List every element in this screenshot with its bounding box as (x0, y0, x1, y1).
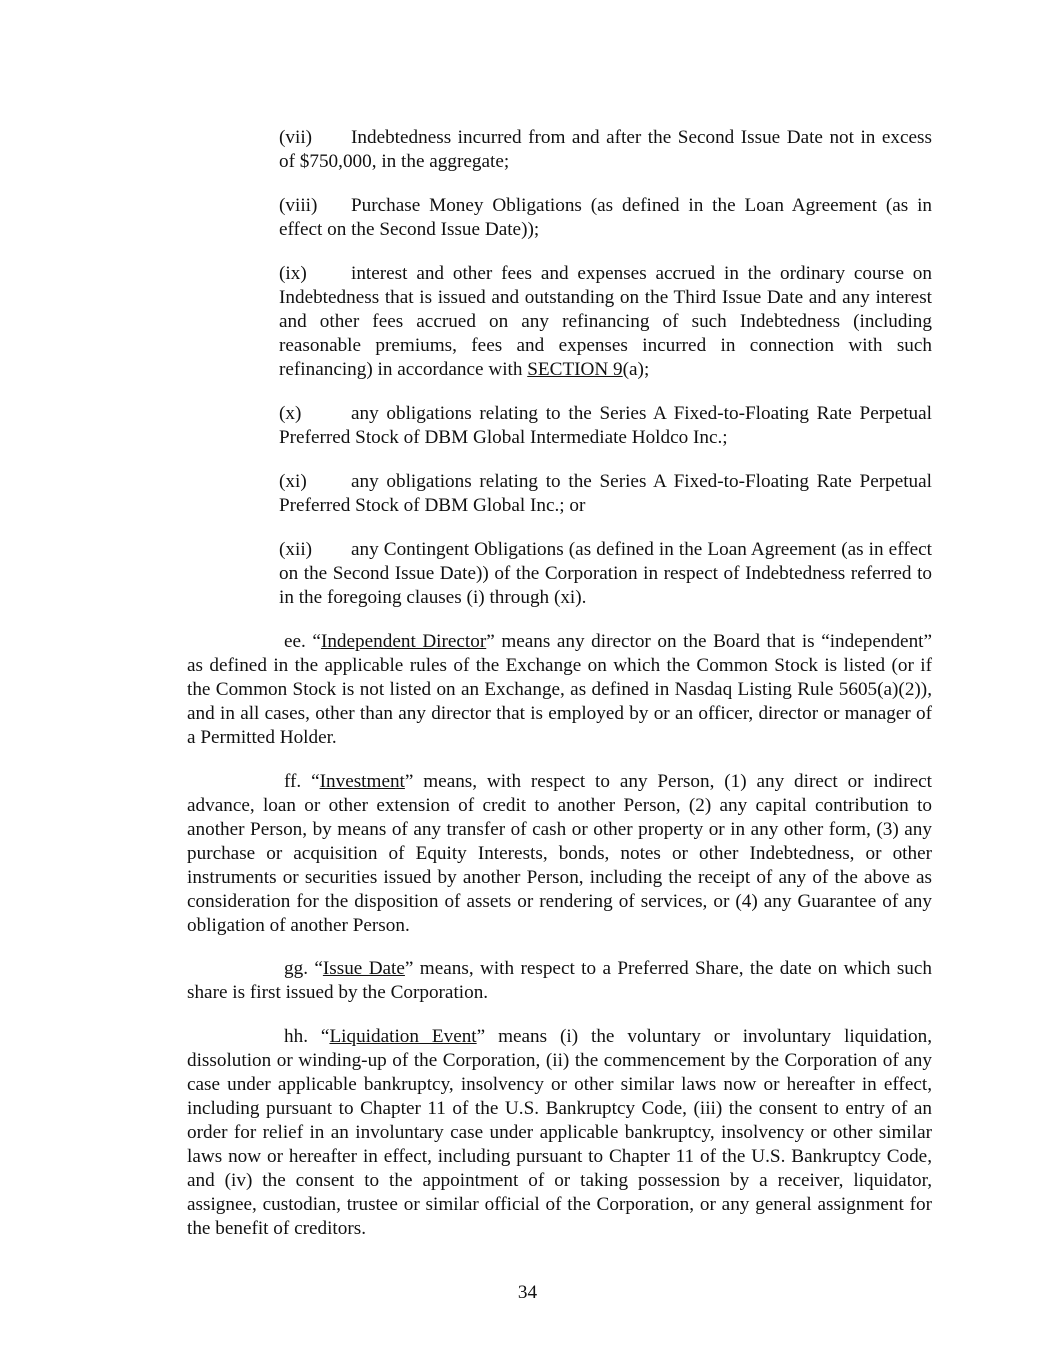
clause-text: any Contingent Obligations (as defined in the Loan Agreement (as in effect on the Second Issue Date)) of the Corporation in respect of Indebtedness referred to in the foregoing clauses (i) through (xi). (279, 539, 932, 608)
clause-xii (279, 538, 932, 610)
clause-xi (279, 470, 932, 518)
defined-term: Investment (319, 771, 405, 792)
definition-label: hh. (284, 1026, 308, 1047)
clause-label: (xii) (279, 539, 313, 560)
definition-text: ” means, with respect to a Preferred Share, the date on which such share is first issued by the Corporation. (187, 958, 933, 1003)
open-quote: “ (312, 631, 321, 652)
defined-term: Independent Director (320, 631, 487, 652)
clause-text: Indebtedness incurred from and after the Second Issue Date not in excess of $750,000, in the aggregate; (279, 127, 932, 172)
open-quote: “ (314, 958, 323, 979)
clause-vii (279, 126, 932, 174)
definition-ee (187, 630, 932, 750)
clause-viii (279, 194, 932, 242)
defined-term: Issue Date (322, 958, 405, 979)
defined-term: Liquidation Event (329, 1026, 477, 1047)
section-reference: SECTION 9 (527, 359, 623, 380)
clause-text: any obligations relating to the Series A Fixed-to-Floating Rate Perpetual Preferred Stock of DBM Global Intermediate Holdco Inc.; (279, 403, 932, 448)
open-quote: “ (311, 771, 320, 792)
clause-label: (xi) (279, 471, 307, 492)
definition-text: ” means, with respect to any Person, (1) any direct or indirect advance, loan or other extension of credit to another Person, (2) any capital contribution to another Person, by means of any transfer of cash or other property or in any other form, (3) any purchase or acquisition of Equity Interests, bonds, notes or other Indebtedness, or other instruments or securities issued by another Person, including the receipt of any of the above as consideration for the disposition of assets or rendering of services, or (4) any Guarantee of any obligation of another Person. (187, 771, 933, 936)
clause-label: (vii) (279, 127, 313, 148)
definition-ff (187, 770, 932, 938)
clause-text: any obligations relating to the Series A Fixed-to-Floating Rate Perpetual Preferred Stock of DBM Global Inc.; or (279, 471, 932, 516)
clause-text: Purchase Money Obligations (as defined in the Loan Agreement (as in effect on the Second Issue Date)); (279, 195, 932, 240)
definition-label: ff. (284, 771, 302, 792)
open-quote: “ (320, 1026, 330, 1047)
clause-ix (279, 262, 932, 382)
definition-label: gg. (284, 958, 308, 979)
definition-gg (187, 957, 932, 1005)
clause-label: (ix) (279, 263, 307, 284)
definition-hh (187, 1025, 932, 1241)
definition-text: ” means any director on the Board that is “independent” as defined in the applicable rules of the Exchange on which the Common Stock is listed (or if the Common Stock is not listed on an Exchange, as defined in Nasdaq Listing Rule 5605(a)(2)), and in all cases, other than any director that is employed by or an officer, director or manager of a Permitted Holder. (187, 631, 933, 748)
definition-label: ee. (284, 631, 306, 652)
clause-label: (x) (279, 403, 302, 424)
clause-text: interest and other fees and expenses accrued in the ordinary course on Indebtedness that is issued and outstanding on the Third Issue Date and any interest and other fees accrued on any refinancing of such Indebtedness (including reasonable premiums, fees and expenses incurred in connection with such refinancing) in accordance with (279, 263, 932, 380)
definition-text: ” means (i) the voluntary or involuntary liquidation, dissolution or winding-up of the Corporation, (ii) the commencement by the Corporation of any case under applicable bankruptcy, insolvency or other similar laws now or hereafter in effect, including pursuant to Chapter 11 of the U.S. Bankruptcy Code, (iii) the consent to entry of an order for relief in an involuntary case under applicable bankruptcy, insolvency or other similar laws now or hereafter in effect, including pursuant to Chapter 11 of the U.S. Bankruptcy Code, and (iv) the consent to the appointment of or taking possession by a receiver, liquidator, assignee, custodian, trustee or similar official of the Corporation, or any general assignment for the benefit of creditors. (187, 1026, 932, 1239)
clause-x (279, 402, 932, 450)
clause-label: (viii) (279, 195, 318, 216)
clause-text-tail: (a); (622, 359, 650, 380)
page-number: 34 (517, 1282, 538, 1303)
